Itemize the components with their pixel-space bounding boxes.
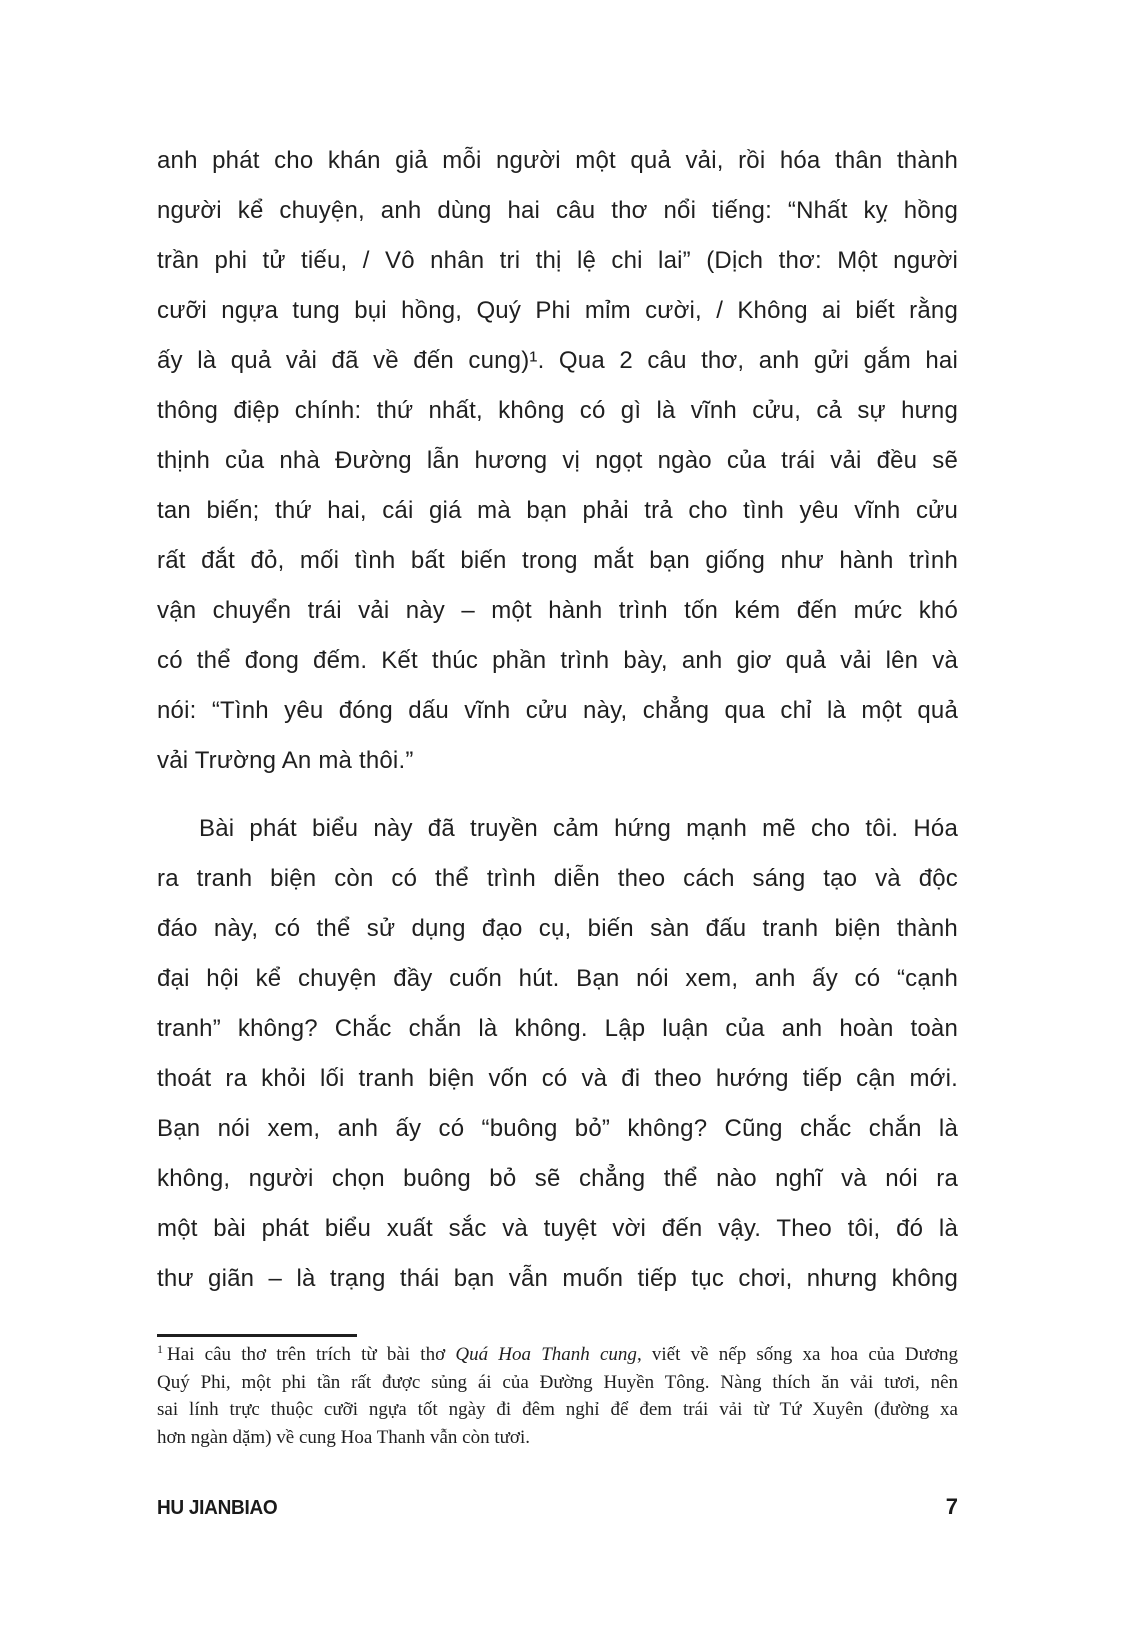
page-footer [157, 1494, 958, 1520]
text-line: Bài phát biểu này đã truyền cảm hứng mạnh mẽ cho tôi. Hóa [199, 815, 958, 842]
text-line: ấy là quả vải đã về đến cung)¹. Qua 2 câu thơ, anh gửi gắm hai [157, 347, 958, 374]
footnote [157, 1341, 958, 1451]
text-line: ra tranh biện còn có thể trình diễn theo cách sáng tạo và độc [157, 865, 958, 892]
text-line: vận chuyển trái vải này – một hành trình tốn kém đến mức khó [157, 597, 958, 624]
text-line: cưỡi ngựa tung bụi hồng, Quý Phi mỉm cười, / Không ai biết rằng [157, 297, 958, 324]
text-line: thoát ra khỏi lối tranh biện vốn có và đi theo hướng tiếp cận mới. [157, 1065, 958, 1092]
text-line: rất đắt đỏ, mối tình bất biến trong mắt bạn giống như hành trình [157, 547, 958, 574]
text-line: không, người chọn buông bỏ sẽ chẳng thể nào nghĩ và nói ra [157, 1165, 958, 1192]
text-line: thịnh của nhà Đường lẫn hương vị ngọt ngào của trái vải đều sẽ [157, 447, 958, 474]
text-line: đại hội kể chuyện đầy cuốn hút. Bạn nói xem, anh ấy có “cạnh [157, 965, 958, 992]
paragraph [157, 804, 958, 1304]
text-line: anh phát cho khán giả mỗi người một quả vải, rồi hóa thân thành [157, 147, 958, 174]
text-line: đáo này, có thể sử dụng đạo cụ, biến sàn đấu tranh biện thành [157, 915, 958, 942]
footnote-text: Hai câu thơ trên trích từ bài thơ [167, 1344, 456, 1365]
text-line: vải Trường An mà thôi.” [157, 747, 414, 774]
footnote-line: Quý Phi, một phi tần rất được sủng ái của Đường Huyền Tông. Nàng thích ăn vải tươi, nên [157, 1371, 958, 1393]
footnote-marker: 1 [157, 1341, 163, 1356]
text-line: Bạn nói xem, anh ấy có “buông bỏ” không? Cũng chắc chắn là [157, 1115, 958, 1142]
paragraph [157, 136, 958, 786]
text-line: thông điệp chính: thứ nhất, không có gì là vĩnh cửu, cả sự hưng [157, 397, 958, 424]
body-text [157, 136, 958, 1304]
text-line: thư giãn – là trạng thái bạn vẫn muốn tiếp tục chơi, nhưng không [157, 1265, 958, 1292]
footnote-line: sai lính trực thuộc cưỡi ngựa tốt ngày đi đêm nghỉ để đem trái vải từ Tứ Xuyên (đường xa [157, 1399, 958, 1420]
text-line: có thể đong đếm. Kết thúc phần trình bày, anh giơ quả vải lên và [157, 647, 958, 674]
footnote-line: hơn ngàn dặm) về cung Hoa Thanh vẫn còn tươi. [157, 1426, 531, 1448]
text-line: tranh” không? Chắc chắn là không. Lập luận của anh hoàn toàn [157, 1015, 958, 1042]
footnote-poem-title: Quá Hoa Thanh cung [455, 1344, 637, 1365]
text-line: tan biến; thứ hai, cái giá mà bạn phải trả cho tình yêu vĩnh cửu [157, 497, 958, 524]
text-line: nói: “Tình yêu đóng dấu vĩnh cửu này, chẳng qua chỉ là một quả [157, 697, 958, 724]
footnote-text: , viết về nếp sống xa hoa của Dương [636, 1344, 958, 1365]
running-footer-author: HU JIANBIAO [157, 1497, 278, 1519]
text-line: người kể chuyện, anh dùng hai câu thơ nổi tiếng: “Nhất kỵ hồng [157, 197, 958, 224]
footnote-line [157, 1341, 958, 1369]
footnote-separator [157, 1334, 357, 1337]
text-line: một bài phát biểu xuất sắc và tuyệt vời đến vậy. Theo tôi, đó là [157, 1215, 958, 1242]
text-line: trần phi tử tiếu, / Vô nhân tri thị lệ chi lai” (Dịch thơ: Một người [157, 247, 958, 274]
page-number: 7 [945, 1494, 958, 1519]
